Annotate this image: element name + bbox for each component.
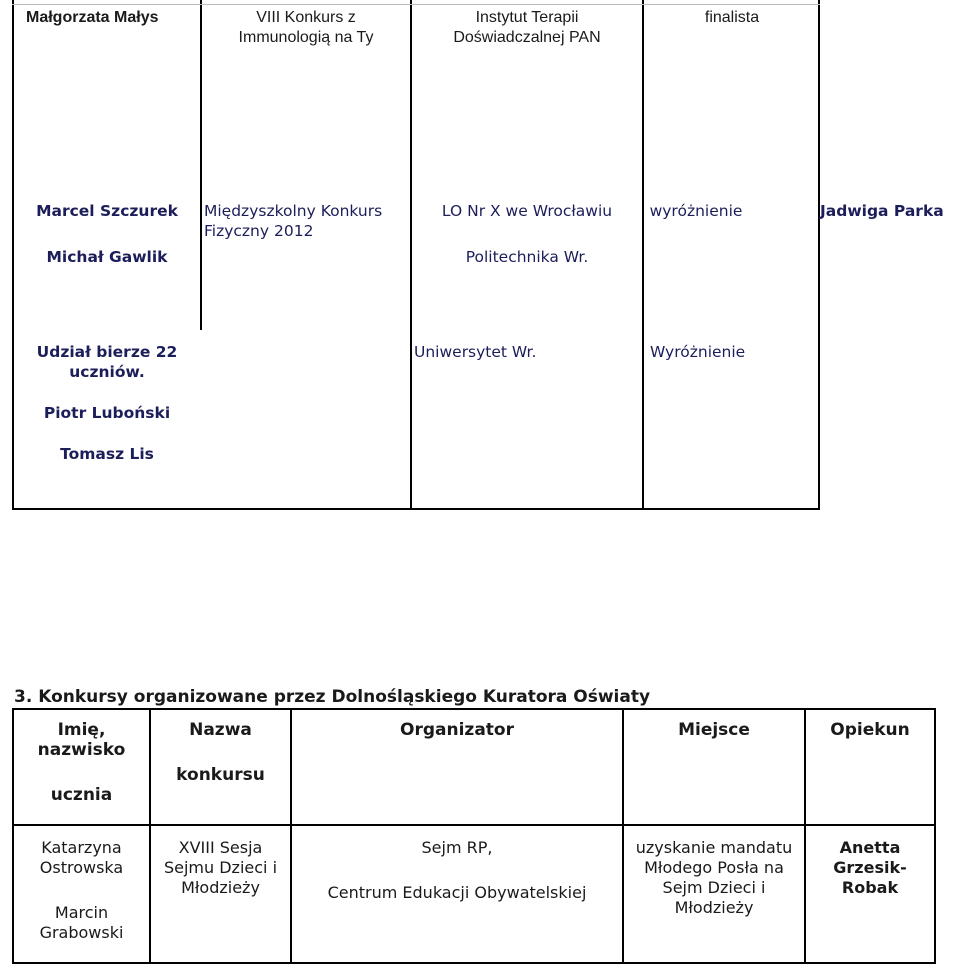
student-name: Małgorzata Małys [26, 9, 159, 26]
column-header-student: Imię, nazwisko ucznia [37, 720, 126, 805]
student-name: Tomasz Lis [60, 445, 154, 463]
table-cell-place: uzyskanie mandatu Młodego Posła na Sejm Dzieci i Młodzieży [635, 838, 793, 917]
student-name: Piotr Luboński [43, 404, 171, 422]
column-header-organizer: Organizator [400, 720, 514, 740]
column-header-contest: Nazwa konkursu [176, 720, 265, 785]
table-2-col-divider [804, 708, 806, 964]
table-1-bottom-border [12, 508, 820, 510]
table-cell-organizer: Uniwersytet Wr. [414, 343, 537, 361]
table-row [26, 8, 196, 28]
student-name: Michał Gawlik [46, 248, 168, 266]
table-2-right-border [934, 708, 936, 964]
table-cell-result: wyróżnienie [649, 202, 743, 220]
table-cell-students [14, 201, 200, 267]
table-2-col-divider [290, 708, 292, 964]
column-header-place: Miejsce [678, 720, 750, 740]
table-cell-tutor: Anetta Grzesik- Robak [833, 838, 907, 897]
table-cell-contest: Międzyszkolny Konkurs Fizyczny 2012 [204, 202, 383, 240]
table-cell-organizer: LO Nr X we Wrocławiu Politechnika Wr. [441, 202, 613, 266]
column-header-tutor: Opiekun [830, 720, 910, 740]
table-cell-result: finalista [704, 9, 760, 26]
table-1-col-divider [642, 0, 644, 510]
table-cell-contest: XVIII Sesja Sejmu Dzieci i Młodzieży [163, 838, 278, 897]
student-name: Marcel Szczurek [36, 202, 178, 220]
table-cell-organizer: Sejm RP, Centrum Edukacji Obywatelskiej [327, 838, 587, 902]
table-2-col-divider [622, 708, 624, 964]
table-cell-organizer: Instytut Terapii Doświadczalnej PAN [453, 9, 601, 46]
table-1-col-divider [200, 0, 202, 330]
table-cell-tutor: Jadwiga Parka [820, 202, 944, 220]
table-cell-result: Wyróżnienie [650, 343, 746, 361]
table-1-top-border [12, 4, 820, 5]
table-cell-students: Udział bierze 22 uczniów. Piotr Luboński Tomasz Lis [14, 342, 200, 464]
section-heading: 3. Konkursy organizowane przez Dolnośląskiego Kuratora Oświaty [14, 687, 651, 707]
table-cell-students: Katarzyna Ostrowska Marcin Grabowski [39, 838, 124, 942]
table-1-right-border [818, 0, 820, 510]
table-cell-contest: VIII Konkurs z Immunologią na Ty [238, 9, 374, 46]
table-1-col-divider [410, 0, 412, 510]
